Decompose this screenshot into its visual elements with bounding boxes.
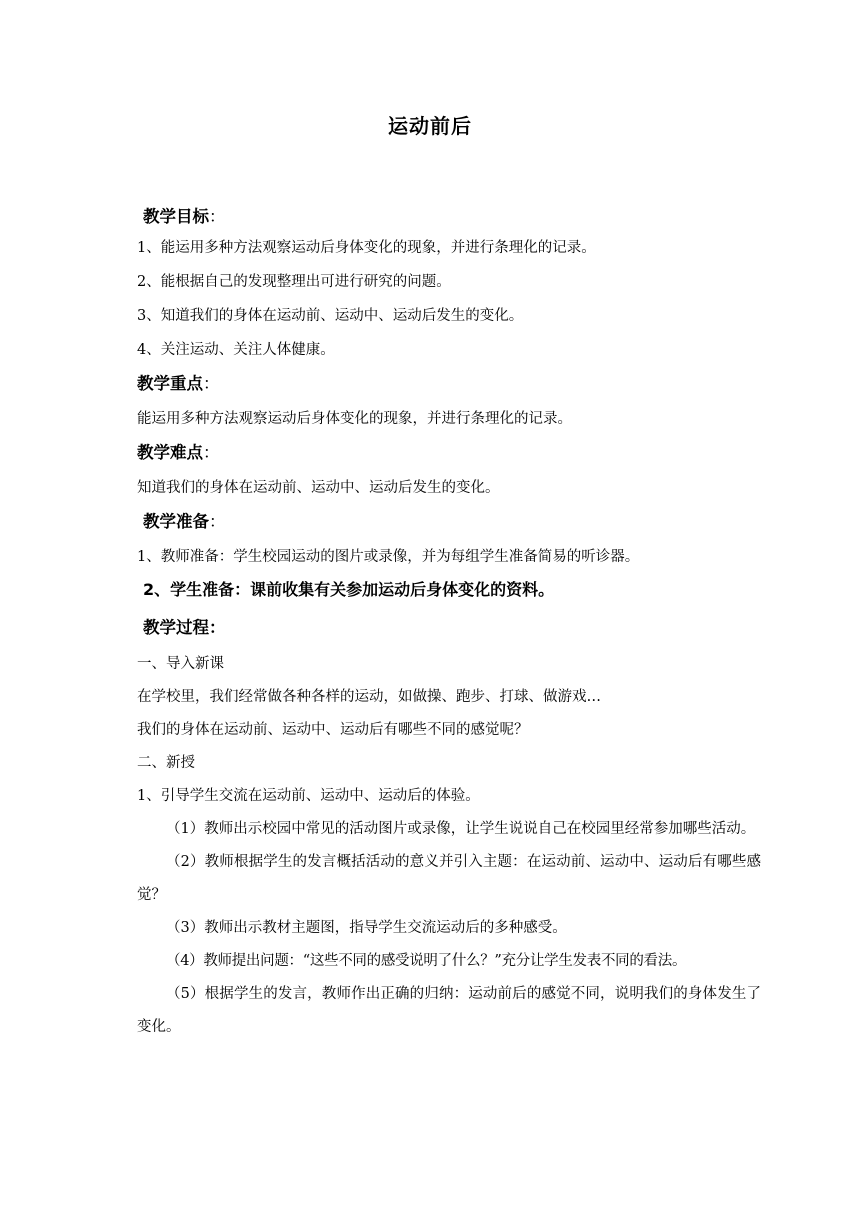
goal-item-2: 2、能根据自己的发现整理出可进行研究的问题。	[137, 274, 451, 290]
key-points-heading-colon: ：	[203, 374, 220, 393]
preparation-heading-text: 教学准备	[143, 512, 209, 531]
key-points-heading	[137, 370, 761, 398]
document-title: 运动前后	[388, 114, 472, 138]
goal-item-4: 4、关注运动、关注人体健康。	[137, 342, 335, 358]
section2-sub1: （1）教师出示校园中常见的活动图片或录像，让学生说说自己在校园里经常参加哪些活动。	[166, 821, 756, 837]
process-heading: 教学过程：	[143, 618, 226, 637]
goals-heading-colon: ：	[209, 207, 226, 226]
goals-heading-text: 教学目标	[143, 207, 209, 226]
section2-sub4: （4）教师提出问题：“这些不同的感受说明了什么？”充分让学生发表不同的看法。	[166, 953, 687, 969]
difficulties-text: 知道我们的身体在运动前、运动中、运动后发生的变化。	[137, 480, 500, 496]
preparation-teacher: 1、教师准备：学生校园运动的图片或录像，并为每组学生准备简易的听诊器。	[137, 549, 640, 565]
section2-sub5: （5）根据学生的发言，教师作出正确的归纳：运动前后的感觉不同，说明我们的身体发生了变化。	[137, 986, 761, 1035]
preparation-heading	[137, 508, 761, 536]
goal-item-1: 1、能运用多种方法观察运动后身体变化的现象，并进行条理化的记录。	[137, 240, 596, 256]
section2-sub2: （2）教师根据学生的发言概括活动的意义并引入主题：在运动前、运动中、运动后有哪些感觉？	[137, 854, 761, 903]
difficulties-heading	[137, 439, 761, 467]
goal-item-3: 3、知道我们的身体在运动前、运动中、运动后发生的变化。	[137, 308, 524, 324]
document-body	[137, 203, 761, 1044]
section1-line2: 我们的身体在运动前、运动中、运动后有哪些不同的感觉呢？	[137, 722, 529, 738]
section1-label: 一、导入新课	[137, 656, 224, 672]
preparation-student: 2、学生准备：课前收集有关参加运动后身体变化的资料。	[143, 580, 555, 599]
preparation-heading-colon: ：	[209, 512, 226, 531]
key-points-text: 能运用多种方法观察运动后身体变化的现象，并进行条理化的记录。	[137, 411, 572, 427]
difficulties-heading-text: 教学难点	[137, 443, 203, 462]
section2-sub3: （3）教师出示教材主题图，指导学生交流运动后的多种感受。	[166, 920, 567, 936]
section2-label: 二、新授	[137, 755, 195, 771]
section1-line1: 在学校里，我们经常做各种各样的运动，如做操、跑步、打球、做游戏…	[137, 689, 601, 705]
goals-heading	[137, 203, 761, 231]
difficulties-heading-colon: ：	[203, 443, 220, 462]
section2-step1: 1、引导学生交流在运动前、运动中、运动后的体验。	[137, 788, 480, 804]
key-points-heading-text: 教学重点	[137, 374, 203, 393]
